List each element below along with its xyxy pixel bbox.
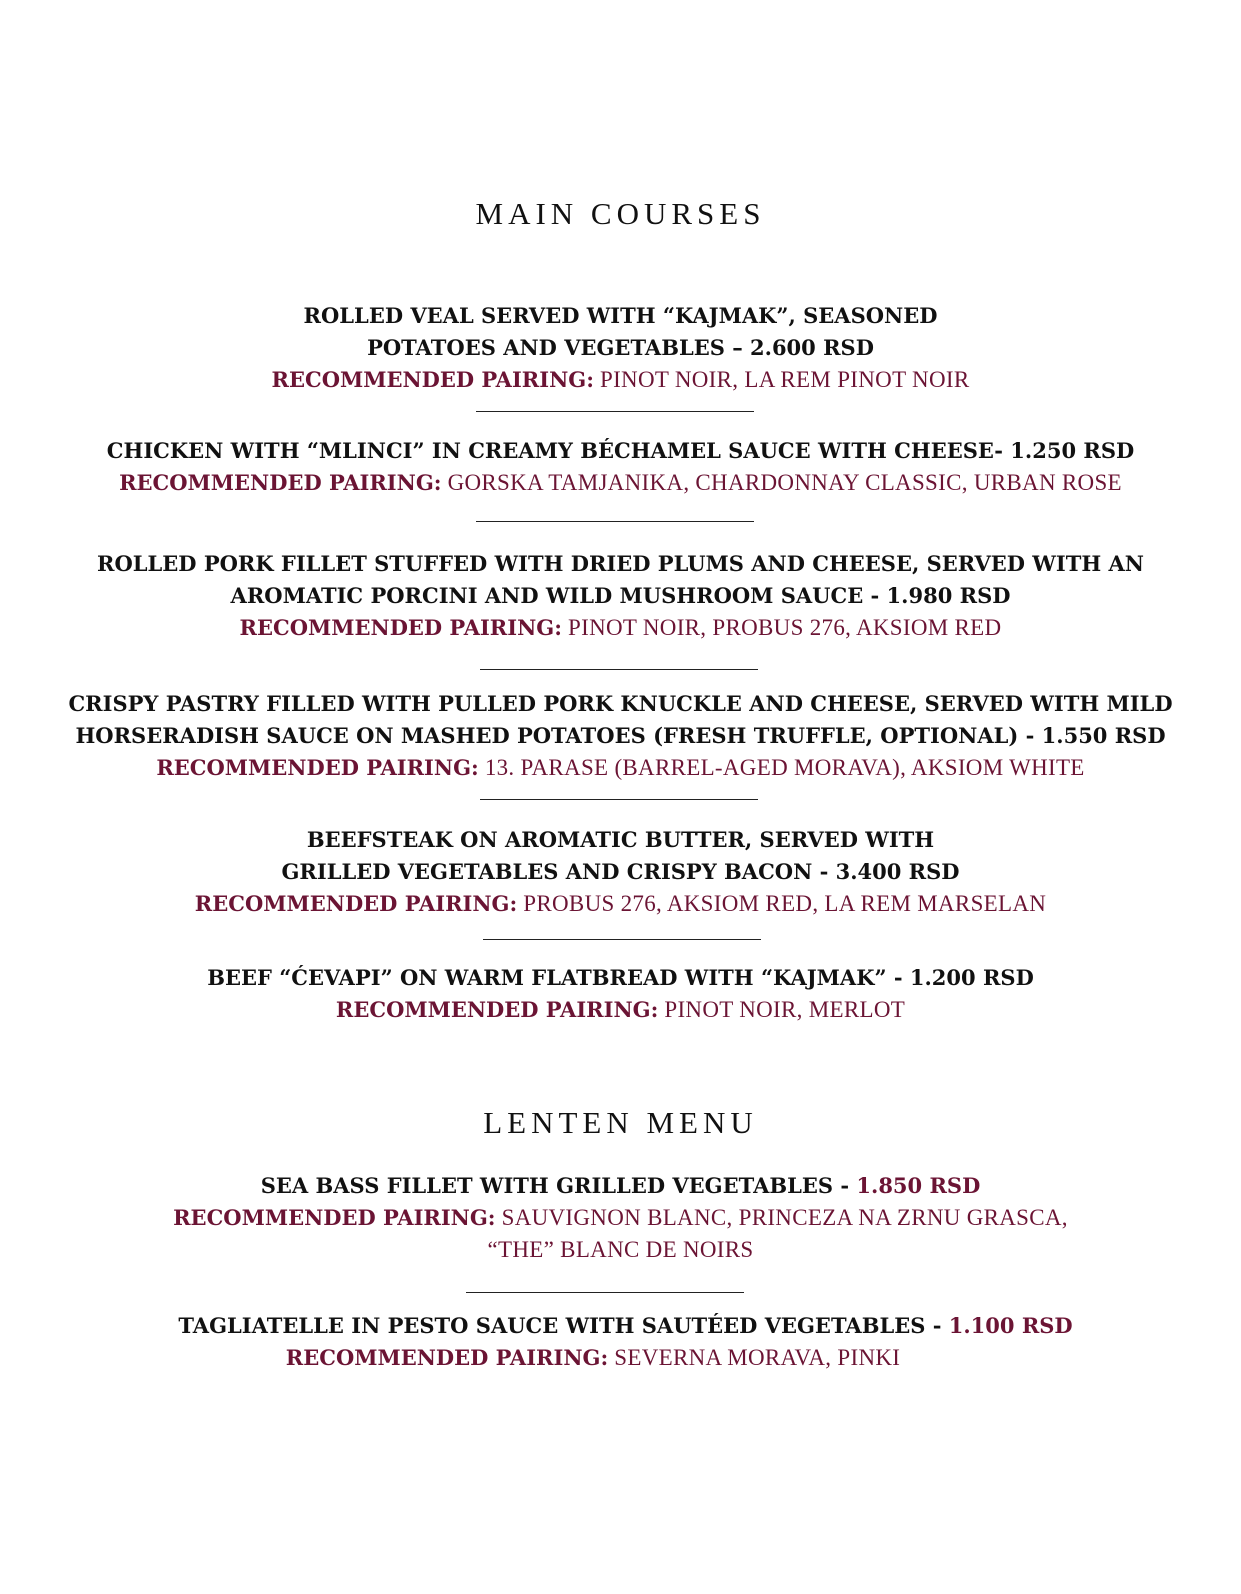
main-courses-title: MAIN COURSES (475, 196, 766, 231)
menu-item-rolled-pork-fillet (0, 548, 1241, 644)
dish-price: 1.100 RSD (948, 1313, 1073, 1338)
divider (483, 939, 761, 940)
pairing-wines: GORSKA TAMJANIKA, CHARDONNAY CLASSIC, URBAN ROSE (441, 470, 1122, 495)
pairing-line (0, 1202, 1241, 1234)
pairing-wines: PROBUS 276, AKSIOM RED, LA REM MARSELAN (517, 891, 1047, 916)
pairing-line (0, 364, 1241, 396)
pairing-label: RECOMMENDED PAIRING: (156, 755, 479, 780)
pairing-label: RECOMMENDED PAIRING: (271, 367, 594, 392)
dish-name (0, 1170, 1241, 1202)
dish-name: BEEFSTEAK ON AROMATIC BUTTER, SERVED WITH GRILLED VEGETABLES AND CRISPY BACON - 3.400 RSD (281, 827, 960, 884)
menu-item-chicken-mlinci (0, 435, 1241, 499)
divider (476, 411, 754, 412)
menu-item-beefsteak (0, 824, 1241, 920)
pairing-wines-continued: “THE” BLANC DE NOIRS (487, 1237, 754, 1262)
menu-item-rolled-veal (0, 300, 1241, 396)
pairing-line (0, 1342, 1241, 1374)
dish-name: BEEF “ĆEVAPI” ON WARM FLATBREAD WITH “KAJMAK” - 1.200 RSD (207, 965, 1034, 990)
pairing-line (0, 994, 1241, 1026)
pairing-label: RECOMMENDED PAIRING: (194, 891, 518, 916)
dish-name: ROLLED PORK FILLET STUFFED WITH DRIED PLUMS AND CHEESE, SERVED WITH AN AROMATIC PORCINI AND WILD MUSHROOM SAUCE - 1.980 RSD (97, 551, 1144, 608)
menu-item-sea-bass (0, 1170, 1241, 1266)
dish-name-text: TAGLIATELLE IN PESTO SAUCE WITH SAUTÉED VEGETABLES - (178, 1313, 949, 1338)
dish-name: CHICKEN WITH “MLINCI” IN CREAMY BÉCHAMEL SAUCE WITH CHEESE- 1.250 RSD (106, 438, 1135, 463)
dish-price: 1.850 RSD (856, 1173, 981, 1198)
pairing-line (0, 752, 1241, 784)
dish-name (0, 1310, 1241, 1342)
pairing-label: RECOMMENDED PAIRING: (119, 470, 442, 495)
pairing-line (0, 467, 1241, 499)
divider (480, 669, 758, 670)
pairing-label: RECOMMENDED PAIRING: (173, 1205, 496, 1230)
pairing-label: RECOMMENDED PAIRING: (285, 1345, 609, 1370)
pairing-line (0, 612, 1241, 644)
divider (466, 1292, 744, 1293)
divider (480, 799, 758, 800)
menu-item-crispy-pastry (0, 688, 1241, 784)
dish-name: ROLLED VEAL SERVED WITH “KAJMAK”, SEASONED POTATOES AND VEGETABLES – 2.600 RSD (303, 303, 938, 360)
pairing-label: RECOMMENDED PAIRING: (335, 997, 659, 1022)
dish-name-text: SEA BASS FILLET WITH GRILLED VEGETABLES - (260, 1173, 857, 1198)
pairing-wines: PINOT NOIR, PROBUS 276, AKSIOM RED (561, 615, 1002, 640)
menu-item-beef-cevapi (0, 962, 1241, 1026)
pairing-wines: SAUVIGNON BLANC, PRINCEZA NA ZRNU GRASCA, (495, 1205, 1068, 1230)
lenten-menu-title: LENTEN MENU (483, 1105, 758, 1140)
pairing-wines: 13. PARASE (BARREL-AGED MORAVA), AKSIOM WHITE (478, 755, 1085, 780)
menu-item-tagliatelle (0, 1310, 1241, 1374)
divider (476, 521, 754, 522)
pairing-wines: PINOT NOIR, MERLOT (658, 997, 906, 1022)
pairing-wines: PINOT NOIR, LA REM PINOT NOIR (593, 367, 970, 392)
pairing-wines: SEVERNA MORAVA, PINKI (608, 1345, 901, 1370)
pairing-line (0, 888, 1241, 920)
pairing-label: RECOMMENDED PAIRING: (239, 615, 562, 640)
dish-name: CRISPY PASTRY FILLED WITH PULLED PORK KNUCKLE AND CHEESE, SERVED WITH MILD HORSERADISH SAUCE ON MASHED POTATOES (FRESH TRUFFLE, OPTIONAL) - 1.550 RSD (68, 691, 1173, 748)
